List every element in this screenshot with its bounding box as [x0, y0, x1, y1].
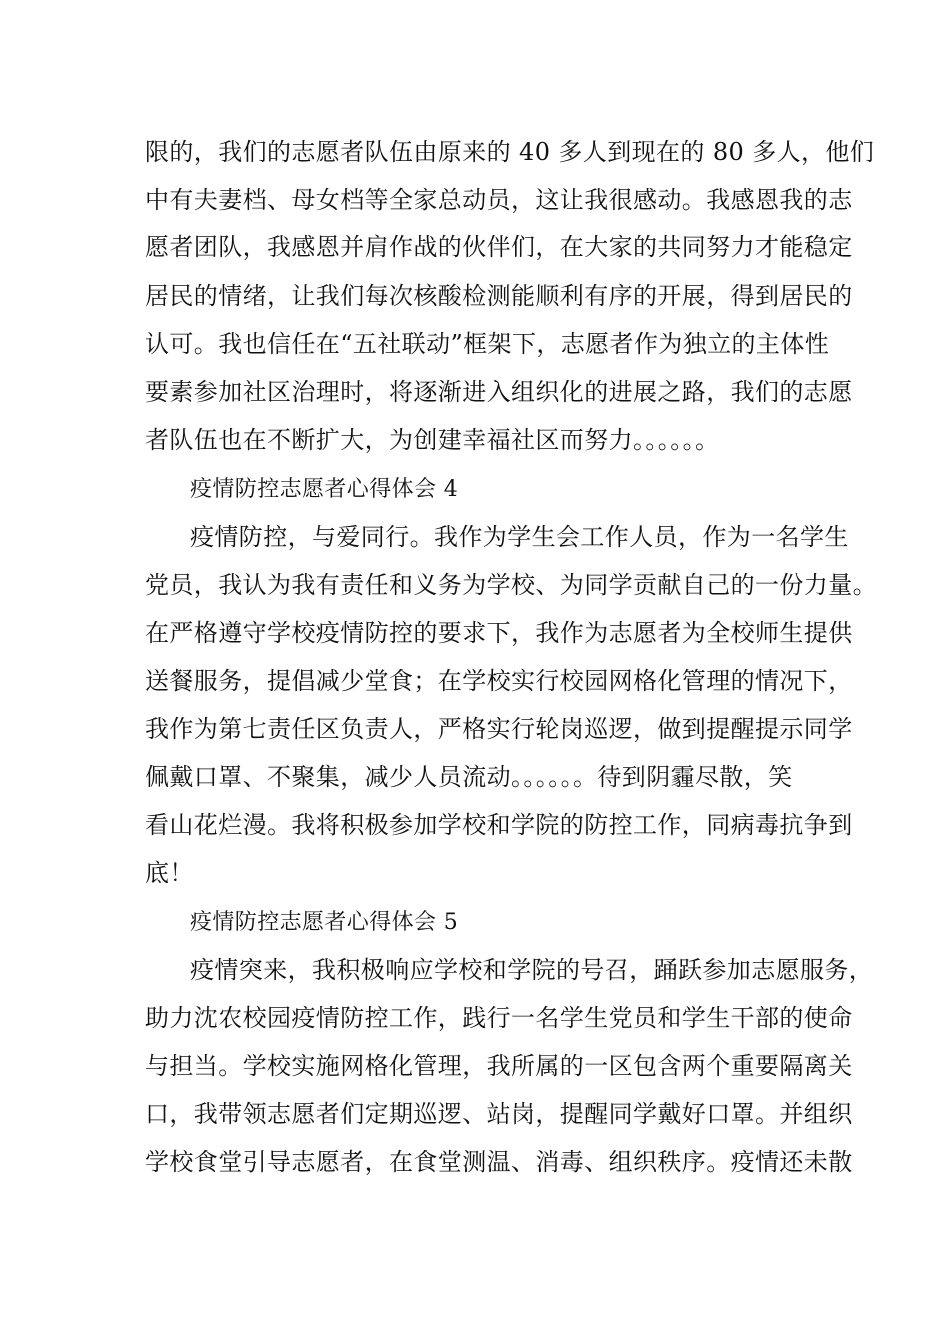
paragraph-3-line-3: 与担当。学校实施网格化管理，我所属的一区包含两个重要隔离关: [145, 1052, 853, 1080]
paragraph-3-line-1: 疫情突来，我积极响应学校和学院的号召，踊跃参加志愿服务，: [190, 956, 874, 984]
section-heading-5: 疫情防控志愿者心得体会 5: [190, 910, 459, 935]
paragraph-2-line-1: 疫情防控，与爱同行。我作为学生会工作人员，作为一名学生: [190, 523, 849, 551]
paragraph-2-line-5: 我作为第七责任区负责人，严格实行轮岗巡逻，做到提醒提示同学: [145, 715, 853, 743]
paragraph-1-line-4: 居民的情绪，让我们每次核酸检测能顺利有序的开展，得到居民的: [145, 282, 853, 310]
paragraph-3-line-5: 学校食堂引导志愿者，在食堂测温、消毒、组织秩序。疫情还未散: [145, 1148, 853, 1176]
paragraph-3-line-2: 助力沈农校园疫情防控工作，践行一名学生党员和学生干部的使命: [145, 1004, 853, 1032]
paragraph-3-line-4: 口，我带领志愿者们定期巡逻、站岗，提醒同学戴好口罩。并组织: [145, 1100, 853, 1128]
paragraph-2-line-4: 送餐服务，提倡减少堂食；在学校实行校园网格化管理的情况下，: [145, 667, 853, 695]
paragraph-1-line-1: 限的，我们的志愿者队伍由原来的 40 多人到现在的 80 多人，他们: [145, 138, 875, 166]
paragraph-1-line-6: 要素参加社区治理时，将逐渐进入组织化的进展之路，我们的志愿: [145, 378, 853, 406]
paragraph-1-line-7: 者队伍也在不断扩大，为创建幸福社区而努力。。。。。。: [145, 426, 720, 454]
paragraph-2-line-7: 看山花烂漫。我将积极参加学校和学院的防控工作，同病毒抗争到: [145, 811, 853, 839]
paragraph-2-line-2: 党员，我认为我有责任和义务为学校、为同学贡献自己的一份力量。: [145, 571, 877, 599]
paragraph-1-line-2: 中有夫妻档、母女档等全家总动员，这让我很感动。我感恩我的志: [145, 186, 853, 214]
paragraph-1-line-3: 愿者团队，我感恩并肩作战的伙伴们，在大家的共同努力才能稳定: [145, 233, 853, 261]
paragraph-1-line-5: 认可。我也信任在“五社联动”框架下，志愿者作为独立的主体性: [145, 330, 830, 358]
section-heading-4: 疫情防控志愿者心得体会 4: [190, 477, 459, 502]
paragraph-2-line-8: 底！: [145, 859, 194, 887]
paragraph-2-line-6: 佩戴口罩、不聚集，减少人员流动。。。。。。待到阴霾尽散，笑: [145, 763, 793, 791]
paragraph-2-line-3: 在严格遵守学校疫情防控的要求下，我作为志愿者为全校师生提供: [145, 619, 853, 647]
